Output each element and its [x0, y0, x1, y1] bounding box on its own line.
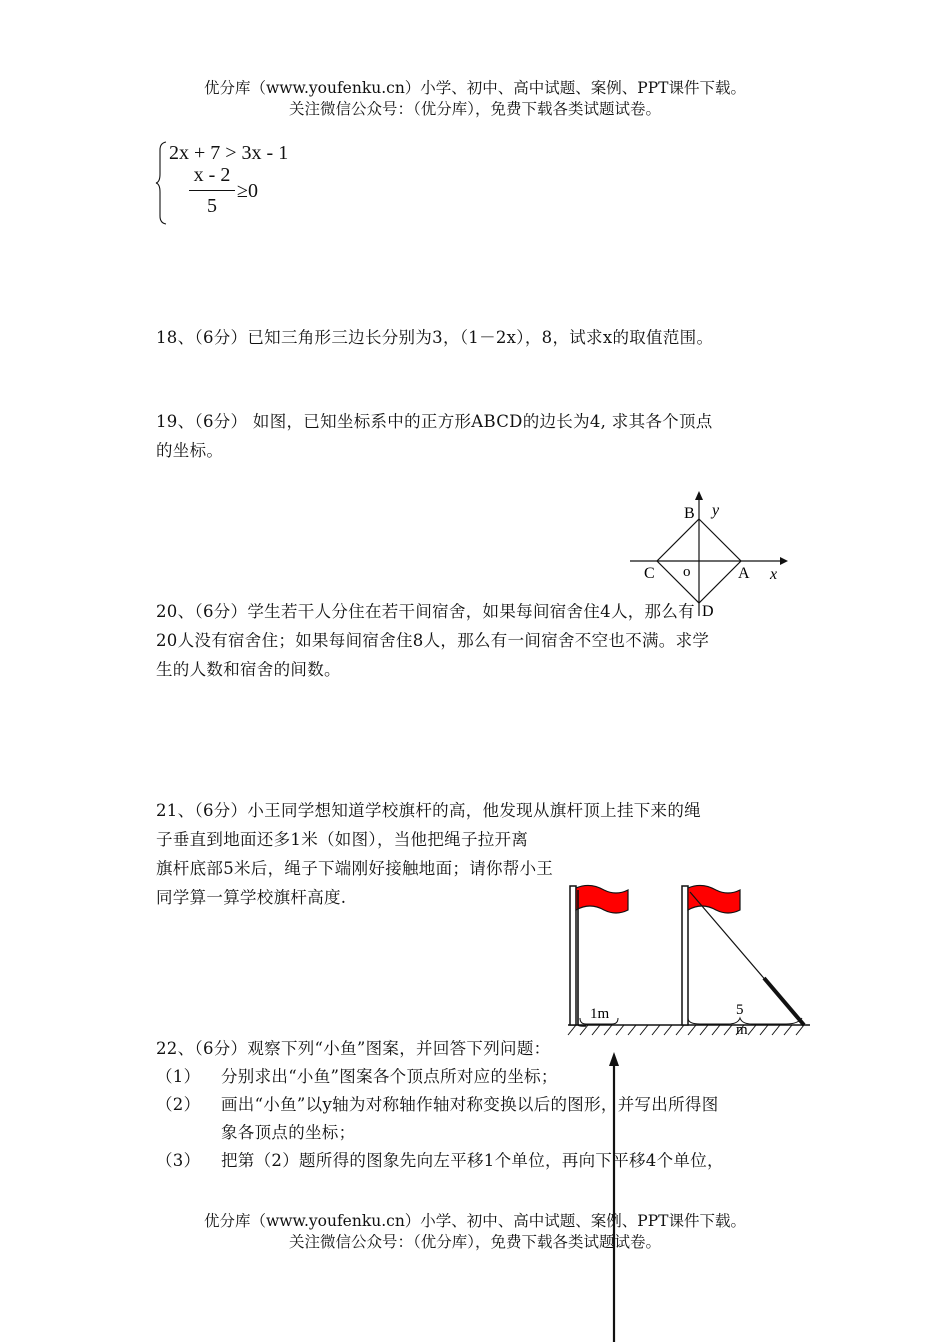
- question-20-line-1: 20、（6分）学生若干人分住在若干间宿舍，如果每间宿舍住4人，那么有: [156, 602, 695, 621]
- question-19-line-1: 19、（6分） 如图，已知坐标系中的正方形ABCD的边长为4, 求其各个顶点: [156, 412, 713, 431]
- label-5: 5: [736, 1002, 744, 1018]
- question-18: 18、（6分）已知三角形三边长分别为3，（1－2x），8，试求x的取值范围。: [156, 328, 714, 347]
- right-flagpole: [682, 886, 688, 1025]
- question-22-item-2-cont: 象各顶点的坐标；: [221, 1123, 356, 1142]
- question-21-line-3: 旗杆底部5米后，绳子下端刚好接触地面；请你帮小王: [156, 859, 554, 878]
- question-21-line-4: 同学算一算学校旗杆高度.: [156, 888, 347, 907]
- footer-line-2: 关注微信公众号：（优分库），免费下载各类试题试卷。: [288, 1233, 661, 1251]
- question-22-title: 22、（6分）观察下列“小鱼”图案，并回答下列问题：: [156, 1039, 551, 1058]
- label-x: x: [770, 566, 778, 583]
- question-20-line-3: 生的人数和宿舍的间数。: [156, 660, 341, 679]
- left-flagpole: [570, 886, 576, 1025]
- inequality-1: 2x + 7 > 3x - 1: [169, 142, 289, 164]
- question-22-item-2: 画出“小鱼”以y轴为对称轴作轴对称变换以后的图形，并写出所得图: [221, 1095, 719, 1114]
- right-rope-thick-end: [764, 978, 804, 1025]
- question-21-line-1: 21、（6分）小王同学想知道学校旗杆的高，他发现从旗杆顶上挂下来的绳: [156, 801, 701, 820]
- left-brace: [155, 140, 169, 226]
- label-a: A: [738, 565, 750, 582]
- label-1m: 1m: [590, 1006, 610, 1022]
- fraction-numerator: x - 2: [193, 164, 231, 186]
- header-line-2: 关注微信公众号：（优分库），免费下载各类试题试卷。: [288, 100, 661, 118]
- fraction-denominator: 5: [207, 195, 217, 217]
- y-axis-arrow-icon: [695, 491, 703, 500]
- label-m: m: [736, 1022, 748, 1038]
- question-19-line-2: 的坐标。: [156, 441, 224, 460]
- question-22-item-2-num: （2）: [156, 1095, 201, 1114]
- header-line-1: 优分库（www.youfenku.cn）小学、初中、高中试题、案例、PPT课件下载。: [203, 79, 747, 97]
- question-22-item-1-num: （1）: [156, 1067, 201, 1086]
- left-flag: [576, 885, 628, 913]
- label-d: D: [702, 603, 714, 620]
- question-20-line-2: 20人没有宿舍住；如果每间宿舍住8人，那么有一间宿舍不空也不满。求学: [156, 631, 710, 650]
- ground-hatching: [568, 1025, 804, 1035]
- vertical-axis-arrow: [604, 1050, 624, 1342]
- inequality-2-relation: ≥0: [237, 180, 258, 202]
- label-b: B: [684, 505, 695, 522]
- footer-line-1: 优分库（www.youfenku.cn）小学、初中、高中试题、案例、PPT课件下载。: [203, 1212, 747, 1230]
- question-21-line-2: 子垂直到地面还多1米（如图），当他把绳子拉开离: [156, 830, 529, 849]
- flagpole-figure: [560, 878, 820, 1038]
- fraction-bar: [189, 190, 235, 191]
- question-22-item-3-num: （3）: [156, 1151, 201, 1170]
- question-22-item-1: 分别求出“小鱼”图案各个顶点所对应的坐标；: [221, 1067, 558, 1086]
- label-y: y: [712, 502, 720, 519]
- label-o: o: [683, 564, 691, 580]
- arrow-up-icon: [609, 1052, 619, 1066]
- label-c: C: [644, 565, 655, 582]
- x-axis-arrow-icon: [780, 557, 788, 565]
- question-22-item-3: 把第（2）题所得的图象先向左平移1个单位，再向下平移4个单位，: [221, 1151, 724, 1170]
- inequality-system: [155, 140, 315, 226]
